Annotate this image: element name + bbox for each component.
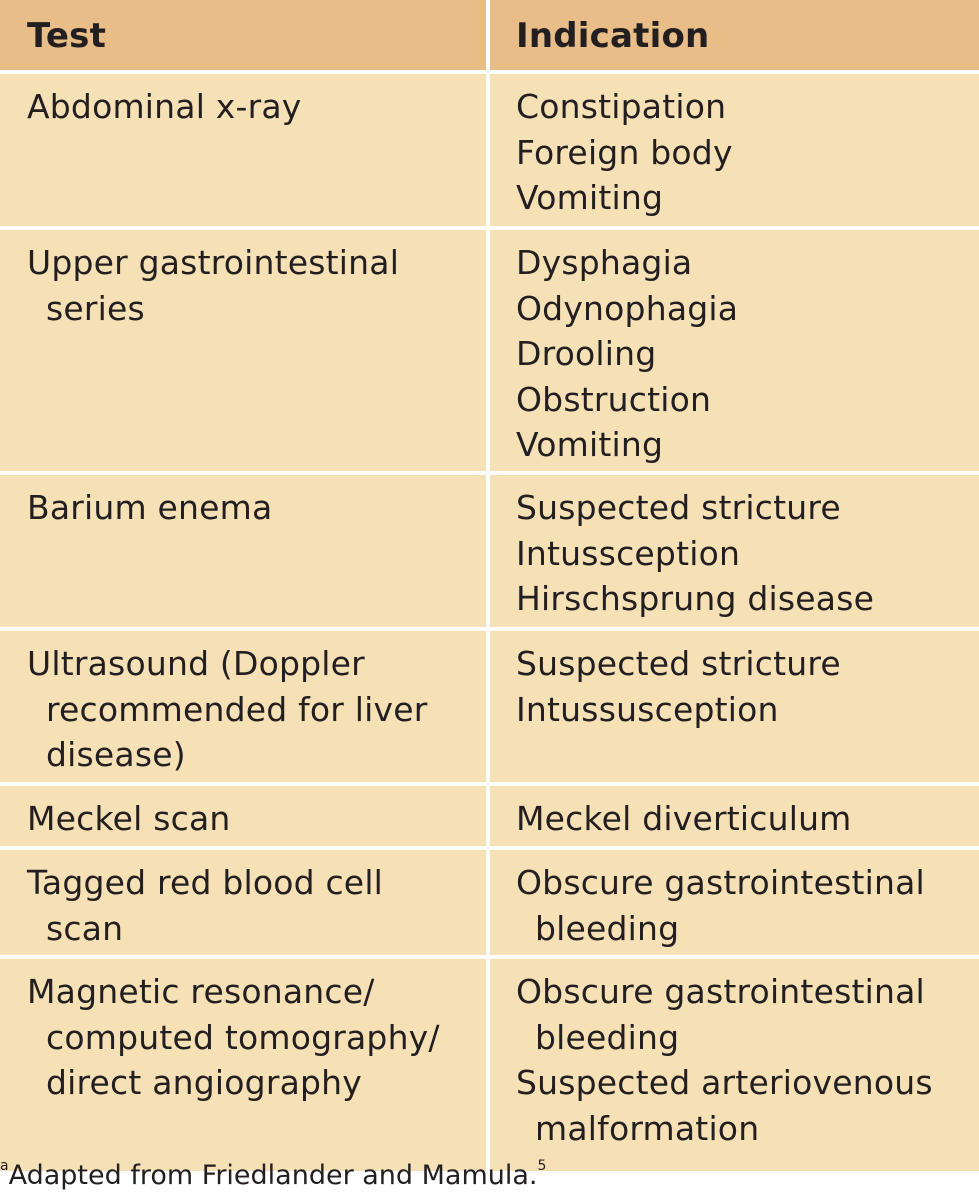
indication-line: Suspected arteriovenous	[516, 1063, 933, 1102]
indication-line: Obscure gastrointestinal	[516, 972, 925, 1011]
table-cell-indication	[490, 631, 979, 782]
indication-line: Suspected stricture	[516, 488, 841, 527]
indication-line-continued: malformation	[535, 1108, 760, 1148]
table-cell-test	[0, 475, 486, 627]
test-line: Ultrasound (Doppler	[27, 644, 365, 683]
table-cell-test	[0, 850, 486, 955]
test-line: Magnetic resonance/	[27, 972, 375, 1011]
test-line-continued: recommended for liver	[46, 689, 428, 729]
test-line: Abdominal x-ray	[27, 87, 302, 126]
table-cell-indication	[490, 74, 979, 226]
table-cell-test	[0, 74, 486, 226]
column-header-test: Test	[0, 0, 486, 70]
table-cell-indication	[490, 850, 979, 955]
test-line-continued: disease)	[46, 735, 186, 774]
indication-line: Vomiting	[516, 425, 664, 464]
footnote-reference: 5	[537, 1158, 547, 1174]
table-cell-test	[0, 959, 486, 1171]
test-line-continued: computed tomography/	[46, 1017, 440, 1057]
indication-line: Obstruction	[516, 379, 712, 419]
indication-line-continued: bleeding	[535, 1017, 680, 1057]
table-cell-test	[0, 230, 486, 471]
table-cell-indication	[490, 230, 979, 471]
indication-line: Intussusception	[516, 689, 779, 729]
indication-line: Obscure gastrointestinal	[516, 863, 925, 902]
footnote-marker: a	[0, 1158, 9, 1174]
test-line-continued: scan	[46, 908, 124, 948]
test-line-continued: direct angiography	[46, 1063, 363, 1102]
table-cell-indication	[490, 786, 979, 846]
table-cell-test	[0, 631, 486, 782]
indication-line: Odynophagia	[516, 288, 739, 328]
test-line-continued: series	[46, 288, 145, 328]
indication-line: Suspected stricture	[516, 644, 841, 683]
indication-line: Constipation	[516, 87, 727, 126]
indication-line: Hirschsprung disease	[516, 579, 875, 618]
test-line: Meckel scan	[27, 799, 231, 838]
table-cell-indication	[490, 475, 979, 627]
test-line: Upper gastrointestinal	[27, 243, 400, 282]
table-cell-test	[0, 786, 486, 846]
indication-line-continued: bleeding	[535, 908, 680, 948]
indication-line: Intussception	[516, 533, 741, 573]
indication-line: Vomiting	[516, 178, 664, 217]
indication-line: Dysphagia	[516, 243, 693, 282]
footnote-text: Adapted from Friedlander and Mamula.	[8, 1160, 538, 1191]
indication-line: Meckel diverticulum	[516, 799, 852, 838]
test-line: Tagged red blood cell	[27, 863, 384, 902]
indication-line: Drooling	[516, 334, 657, 373]
indication-line: Foreign body	[516, 132, 733, 172]
table-footnote	[0, 1160, 546, 1191]
test-line: Barium enema	[27, 488, 273, 527]
column-header-indication: Indication	[490, 0, 979, 70]
table-cell-indication	[490, 959, 979, 1171]
